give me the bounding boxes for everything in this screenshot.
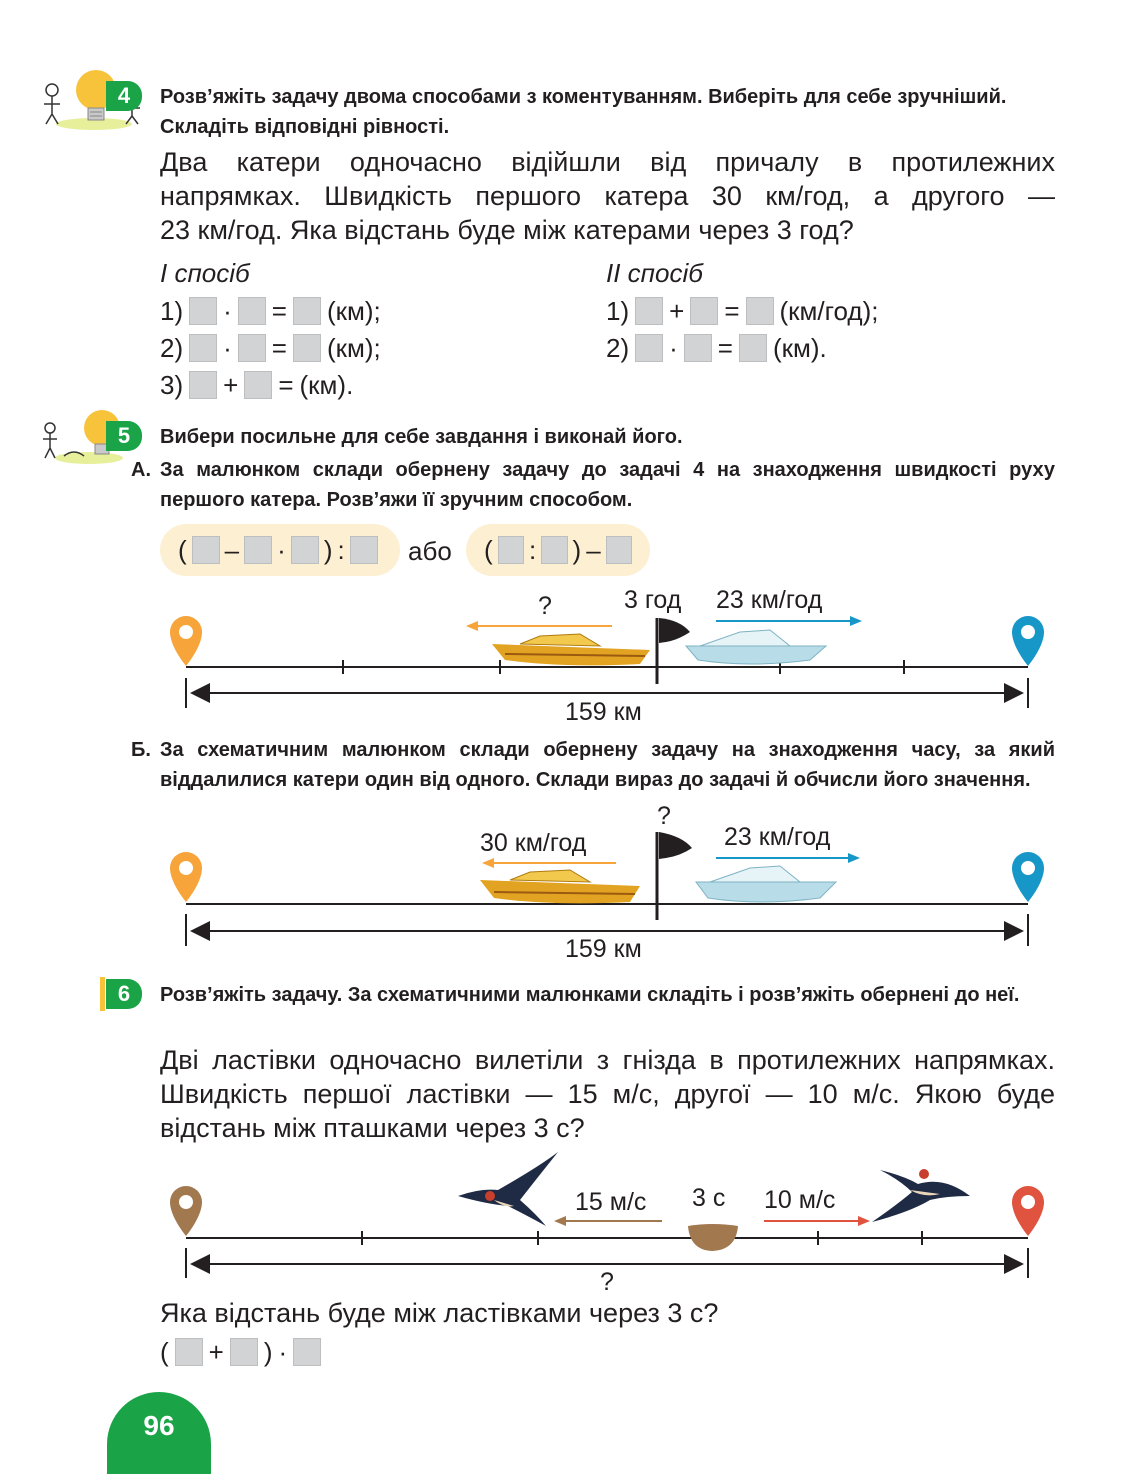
- paren: ): [572, 534, 582, 565]
- task-5b-text: За схематичним малюнком склади обернену задачу на знаходження часу, за який віддалилися катери один від одного. Склади вираз до задачі й обчисли його значення.: [160, 739, 1055, 791]
- operator: ·: [278, 1337, 288, 1367]
- method-2-title: II спосіб: [606, 258, 703, 288]
- speed-label: 23 км/год: [716, 586, 823, 614]
- page-number-text: 96: [143, 1410, 175, 1441]
- operator: ·: [669, 333, 678, 363]
- operator: +: [208, 1337, 224, 1367]
- paren: (: [484, 534, 493, 565]
- problem-line: Два катери одночасно відійшли від причалу в протилежних: [160, 147, 1055, 177]
- problem-line: 23 км/год. Яка відстань буде між катерами через 3 год?: [160, 215, 854, 245]
- method-1-title: I спосіб: [160, 258, 250, 288]
- speed-label: 10 м/с: [764, 1186, 836, 1214]
- problem-line: Дві ластівки одночасно вилетіли з гнізда в протилежних напрямках.: [160, 1045, 1055, 1075]
- equals-sign: =: [278, 370, 294, 400]
- operator: –: [586, 534, 601, 565]
- operator: ·: [223, 333, 232, 363]
- problem-line: відстань між пташками через 3 с?: [160, 1113, 585, 1143]
- task-6-expression: [160, 1335, 321, 1369]
- task-6-instruction: Розв’яжіть задачу. За схематичними малюнками складіть і розв’яжіть обернені до неї.: [160, 984, 1020, 1006]
- row-number: 2): [606, 333, 630, 363]
- task-5a-letter: А.: [131, 459, 151, 481]
- speed-label: 30 км/год: [480, 829, 587, 857]
- location-pin-icon: [170, 1186, 202, 1236]
- answer-box[interactable]: [230, 1338, 258, 1366]
- equals-sign: =: [724, 296, 740, 326]
- nest-icon: [688, 1224, 738, 1251]
- task-5b-letter: Б.: [131, 739, 151, 761]
- answer-box[interactable]: [293, 1338, 321, 1366]
- paren: (: [178, 534, 187, 565]
- unknown-time-label: ?: [657, 802, 671, 830]
- or-word: або: [408, 536, 452, 566]
- unit: (км/год);: [779, 296, 879, 326]
- operator: :: [337, 534, 345, 565]
- unit: (км).: [772, 333, 827, 363]
- speed-label: 23 км/год: [724, 823, 831, 851]
- equals-sign: =: [271, 333, 287, 363]
- unit: (км);: [326, 296, 381, 326]
- answer-box[interactable]: [175, 1338, 203, 1366]
- paren: ): [323, 534, 333, 565]
- time-label: 3 год: [624, 586, 682, 614]
- problem-line: напрямках. Швидкість першого катера 30 км/год, а другого —: [160, 181, 1055, 211]
- speed-label: 15 м/с: [575, 1188, 647, 1216]
- unit: (км).: [299, 370, 354, 400]
- location-pin-icon: [1012, 1186, 1044, 1236]
- row-number: 1): [160, 296, 184, 326]
- row-number: 2): [160, 333, 184, 363]
- operator: :: [528, 534, 537, 565]
- operator: +: [669, 296, 685, 326]
- task-4-instruction: Розв’яжіть задачу двома способами з коментуванням. Виберіть для себе зручніший. Складіть відповідні рівності.: [160, 86, 1007, 138]
- operator: ·: [223, 296, 232, 326]
- task-number: 4: [117, 83, 131, 108]
- row-number: 3): [160, 370, 184, 400]
- paren: ): [263, 1337, 273, 1367]
- problem-line: Швидкість першої ластівки — 15 м/с, другої — 10 м/с. Якою буде: [160, 1079, 1055, 1109]
- swallow-icon: [458, 1152, 558, 1226]
- operator: –: [224, 534, 240, 565]
- equals-sign: =: [271, 296, 287, 326]
- swallow-icon: [872, 1169, 970, 1222]
- task-number: 5: [117, 423, 131, 448]
- distance-label: 159 км: [565, 698, 642, 726]
- paren: (: [160, 1337, 169, 1367]
- task-5-instruction: Вибери посильне для себе завдання і виконай його.: [160, 426, 683, 448]
- unknown-speed-label: ?: [538, 592, 552, 620]
- task-6-question: Яка відстань буде між ластівками через 3 с?: [160, 1298, 719, 1328]
- task-number: 6: [117, 981, 131, 1006]
- distance-label: 159 км: [565, 935, 642, 963]
- operator: +: [223, 370, 239, 400]
- operator: ·: [277, 534, 286, 565]
- distance-label: ?: [600, 1268, 614, 1296]
- row-number: 1): [606, 296, 630, 326]
- task-5a-text: За малюнком склади обернену задачу до задачі 4 на знаходження швидкості руху першого катера. Розв’яжи її зручним способом.: [160, 459, 1055, 511]
- time-label: 3 с: [692, 1184, 726, 1212]
- unit: (км);: [326, 333, 381, 363]
- equals-sign: =: [717, 333, 733, 363]
